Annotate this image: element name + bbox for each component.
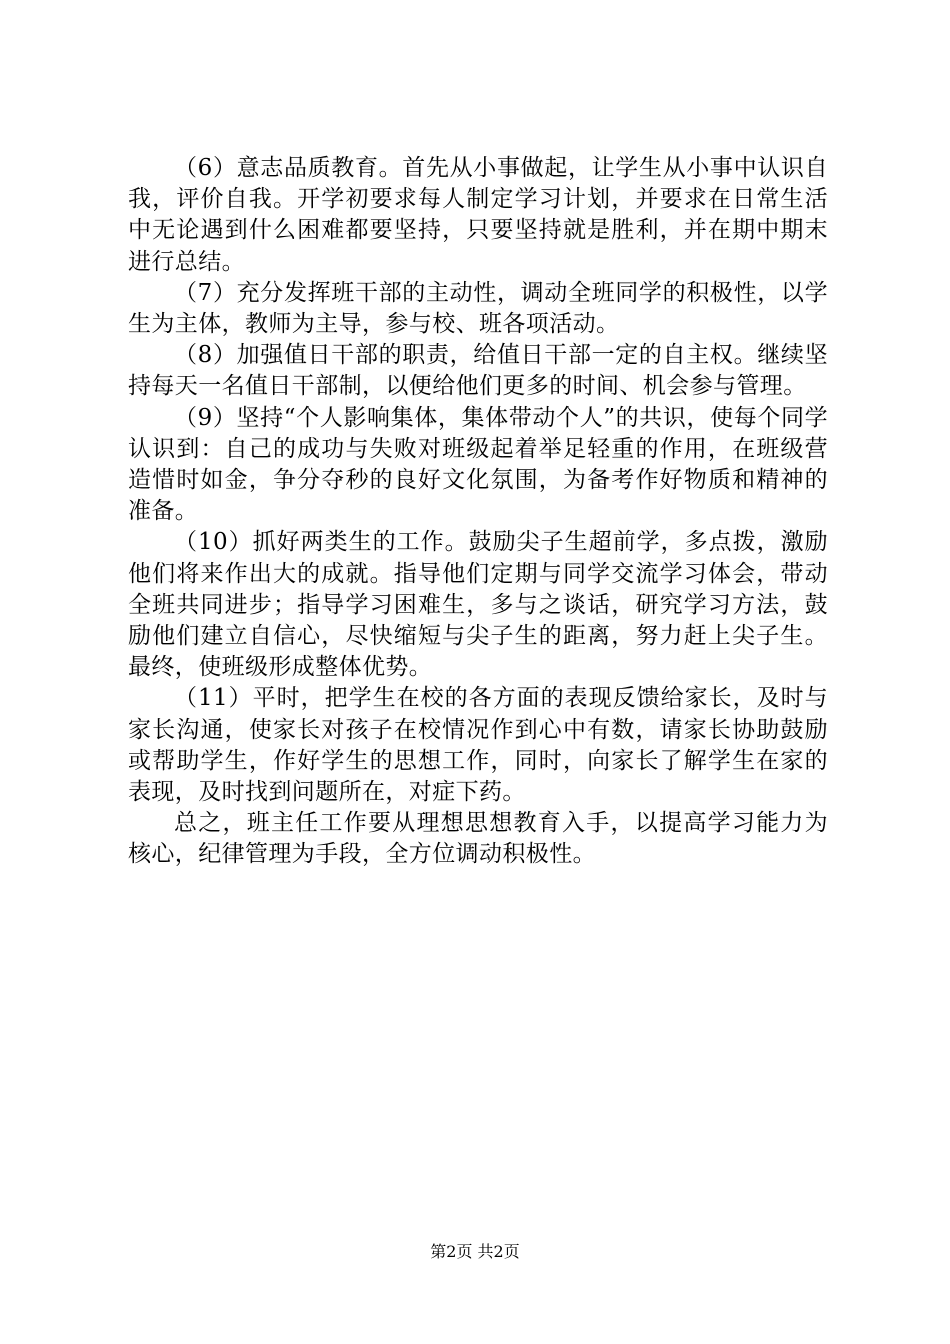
paragraph-9: （9）坚持“个人影响集体，集体带动个人”的共识，使每个同学认识到：自己的成功与失败对班级起着举足轻重的作用，在班级营造惜时如金，争分夺秒的良好文化氛围，为备考作好物质和精神的准备。 [128,404,828,525]
page-footer: 第2页 共2页 [430,1242,520,1261]
paragraph-7: （7）充分发挥班干部的主动性，调动全班同学的积极性，以学生为主体，教师为主导，参与校、班各项活动。 [128,279,828,338]
paragraph-6: （6）意志品质教育。首先从小事做起，让学生从小事中认识自我，评价自我。开学初要求每人制定学习计划，并要求在日常生活中无论遇到什么困难都要坚持，只要坚持就是胜利，并在期中期末进行总结。 [128,155,828,275]
paragraph-summary: 总之，班主任工作要从理想思想教育入手，以提高学习能力为核心，纪律管理为手段，全方位调动积极性。 [128,810,828,868]
paragraph-10: （10）抓好两类生的工作。鼓励尖子生超前学，多点拨，激励他们将来作出大的成就。指导他们定期与同学交流学习体会，带动全班共同进步；指导学习困难生，多与之谈话，研究学习方法，鼓励他们建立自信心，尽快缩短与尖子生的距离，努力赶上尖子生。最终，使班级形成整体优势。 [128,529,828,681]
document-body [128,153,828,871]
paragraph-8: （8）加强值日干部的职责，给值日干部一定的自主权。继续坚持每天一名值日干部制，以便给他们更多的时间、机会参与管理。 [128,342,828,400]
paragraph-11: （11）平时，把学生在校的各方面的表现反馈给家长，及时与家长沟通，使家长对孩子在校情况作到心中有数，请家长协助鼓励或帮助学生，作好学生的思想工作，同时，向家长了解学生在家的表现，及时找到问题所在，对症下药。 [128,685,828,806]
